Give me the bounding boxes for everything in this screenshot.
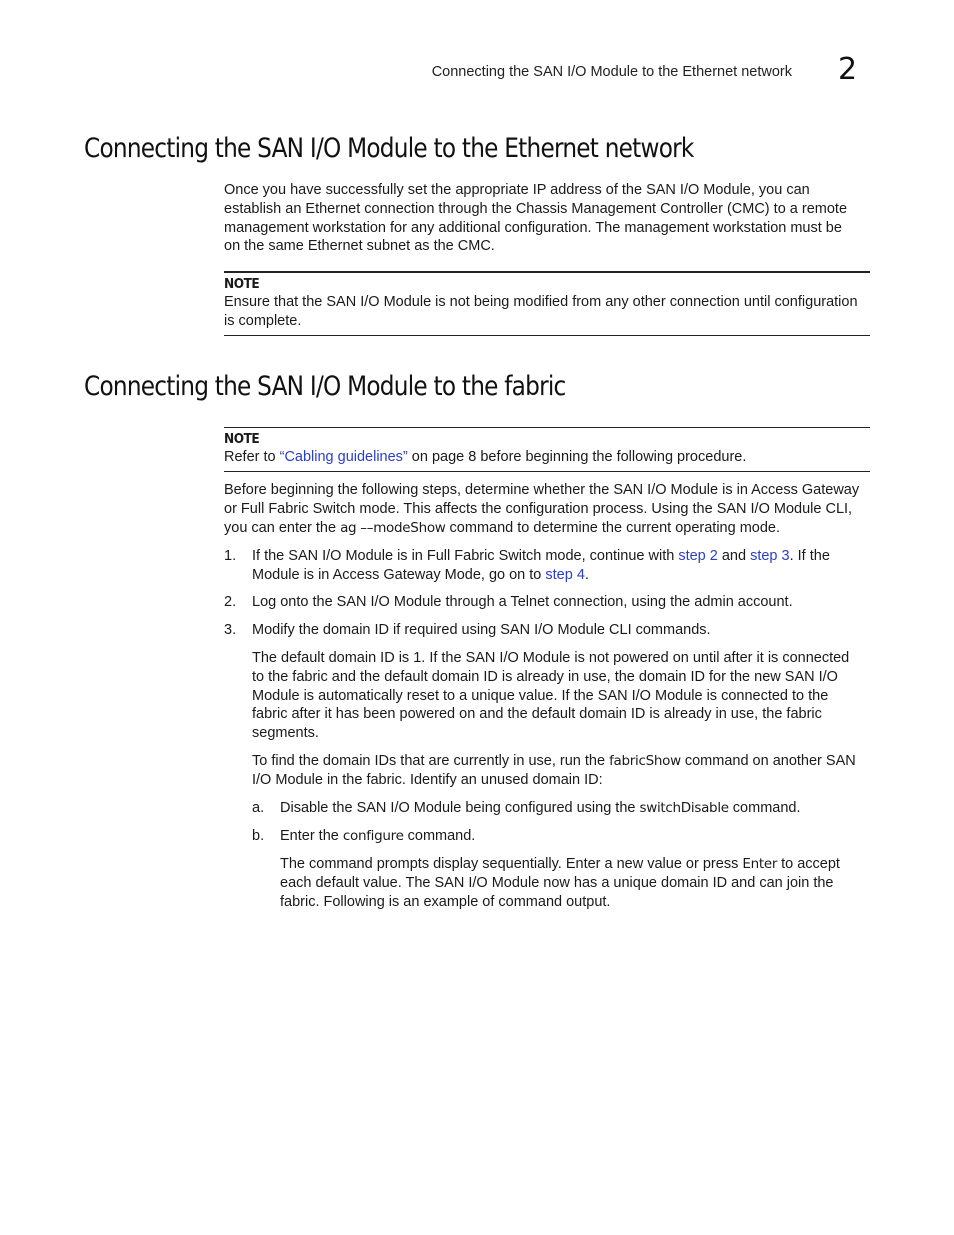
section2-intro: Before beginning the following steps, determine whether the SAN I/O Module is in Access Gateway or Full Fabric Switch mode. This affects the configuration process. Using the SAN I/O Module CLI, you can enter the ag ––modeShow command to determine the current operating mode. [224, 482, 860, 536]
substep-a-number: a. [252, 800, 265, 816]
section-title-fabric: Connecting the SAN I/O Module to the fabric [84, 371, 566, 402]
step-3-number: 3. [224, 622, 237, 638]
substep-b: Enter the configure command. [280, 828, 476, 844]
step-3: Modify the domain ID if required using SAN I/O Module CLI commands. [252, 622, 711, 638]
section1-body: Once you have successfully set the appropriate IP address of the SAN I/O Module, you can establish an Ethernet connection through the Chassis Management Controller (CMC) to a remote management workstation for any additional configuration. The management workstation must be on the same Ethernet subnet as the CMC. [224, 182, 848, 255]
substep-b-number: b. [252, 828, 265, 844]
key-enter: Enter [742, 856, 778, 872]
command-configure: configure [342, 828, 404, 844]
note2-bottom-rule [224, 471, 870, 472]
step-2-number: 2. [224, 594, 237, 610]
step-3-paragraph-2: To find the domain IDs that are currently in use, run the fabricShow command on another SAN I/O Module in the fabric. Identify an unused domain ID: [252, 753, 856, 788]
chapter-number: 2 [838, 52, 858, 87]
note2-top-rule [224, 427, 870, 428]
command-fabricshow: fabricShow [609, 753, 681, 769]
step-2-link[interactable]: step 2 [678, 548, 718, 564]
note-box-ethernet [224, 275, 870, 330]
note-text: Ensure that the SAN I/O Module is not being modified from any other connection until configuration is complete. [224, 293, 858, 329]
substep-b-paragraph: The command prompts display sequentially. Enter a new value or press Enter to accept each default value. The SAN I/O Module now has a unique domain ID and can join the fabric. Following is an example of command output. [280, 856, 840, 910]
note-label: NOTE [224, 431, 260, 447]
command-ag-modeshow: ag ––modeShow [340, 519, 446, 536]
command-switchdisable: switchDisable [639, 800, 729, 816]
step-1: If the SAN I/O Module is in Full Fabric Switch mode, continue with step 2 and step 3. If the Module is in Access Gateway Mode, go on to step 4. [252, 548, 830, 583]
step-1-number: 1. [224, 548, 237, 564]
cabling-guidelines-link[interactable]: “Cabling guidelines” [279, 448, 408, 465]
note-label: NOTE [224, 276, 260, 292]
step-3-link[interactable]: step 3 [750, 548, 790, 564]
note-top-rule [224, 271, 870, 273]
step-4-link[interactable]: step 4 [545, 566, 585, 583]
note-bottom-rule [224, 335, 870, 336]
note-box-fabric [224, 430, 870, 467]
step-3-paragraph-1: The default domain ID is 1. If the SAN I/O Module is not powered on until after it is connected to the fabric and the default domain ID is already in use, the domain ID for the new SAN I/O Module is automatically reset to a unique value. If the SAN I/O Module is connected to the fabric after it has been powered on and the default domain ID is already in use, the fabric segments. [252, 650, 850, 742]
substep-a: Disable the SAN I/O Module being configured using the switchDisable command. [280, 800, 801, 816]
step-2: Log onto the SAN I/O Module through a Telnet connection, using the admin account. [252, 594, 793, 610]
section-title-ethernet: Connecting the SAN I/O Module to the Ethernet network [84, 133, 694, 164]
note-text: Refer to “Cabling guidelines” on page 8 before beginning the following procedure. [224, 448, 747, 465]
running-header: Connecting the SAN I/O Module to the Ethernet network [431, 64, 792, 80]
